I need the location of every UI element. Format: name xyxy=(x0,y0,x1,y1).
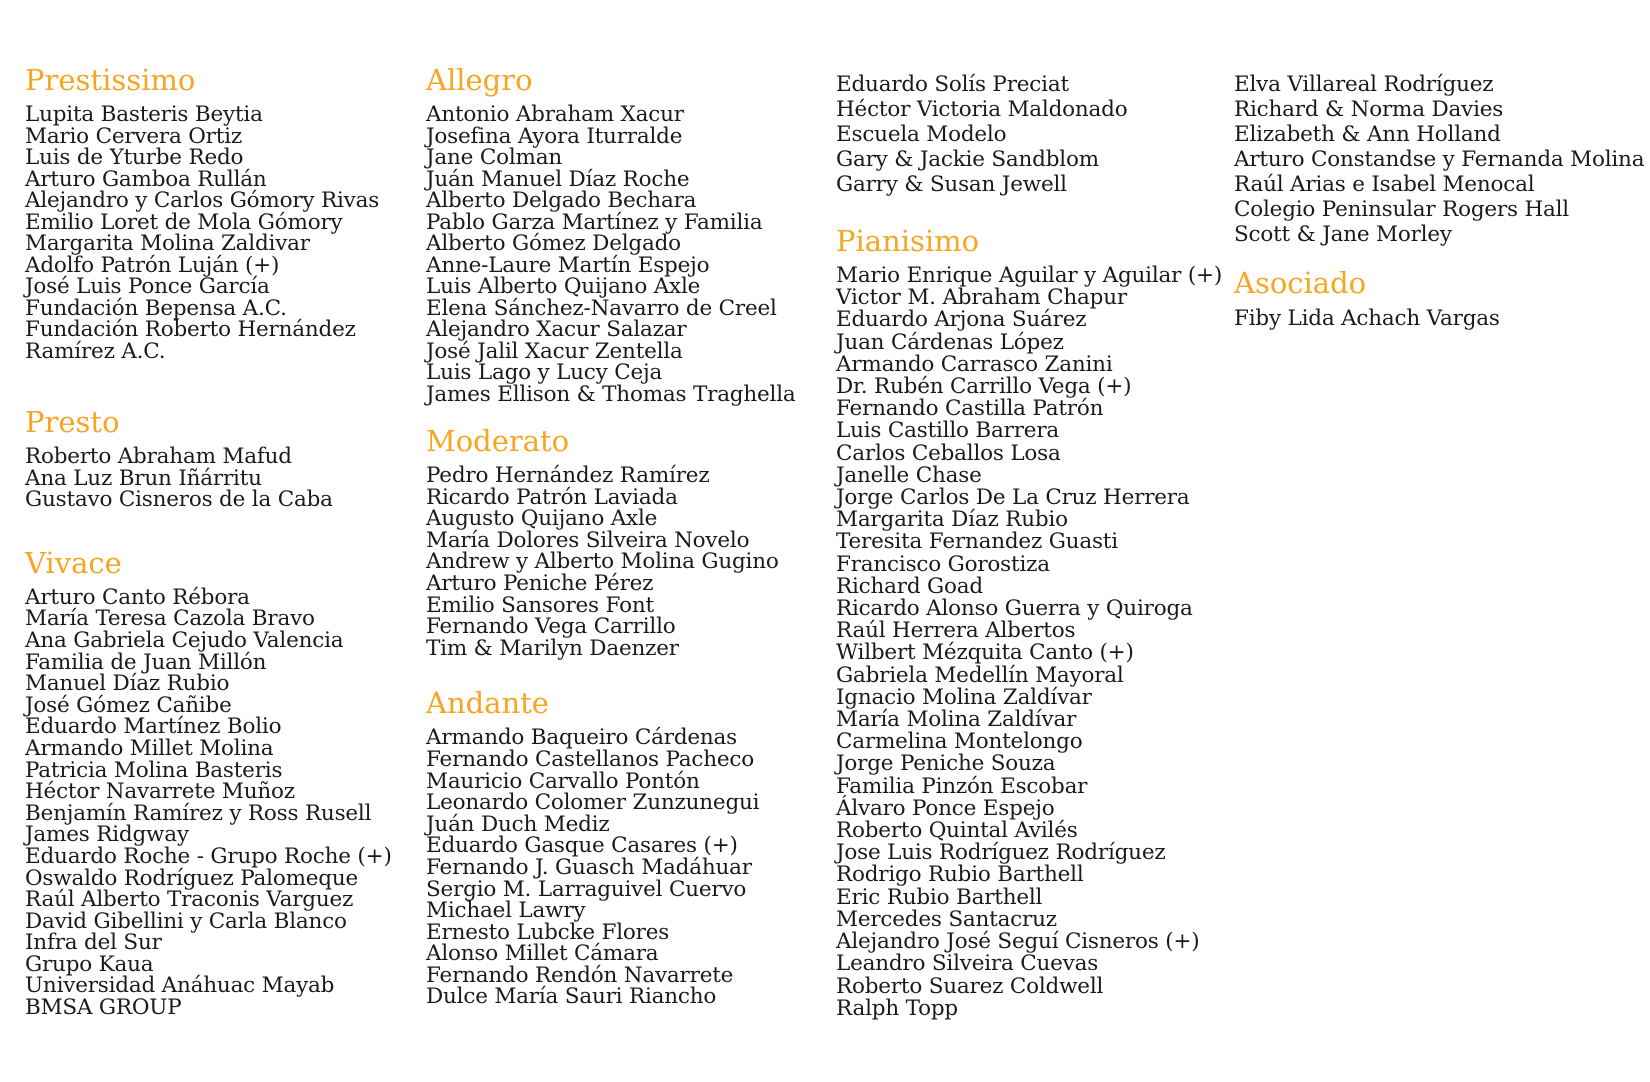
donor-name: Fernando J. Guasch Madáhuar xyxy=(426,854,752,880)
donor-name: Carlos Ceballos Losa xyxy=(836,440,1061,466)
donor-name: Mario Enrique Aguilar y Aguilar (+) xyxy=(836,263,1223,288)
donor-name: Jane Colman xyxy=(426,145,562,170)
names-vivace xyxy=(25,584,415,1021)
donor-name: Alejandro José Seguí Cisneros (+) xyxy=(836,929,1200,955)
donor-name: Roberto Quintal Avilés xyxy=(836,818,1078,844)
donor-name: Escuela Modelo xyxy=(836,122,1007,147)
heading-prestissimo: Prestissimo xyxy=(25,63,196,97)
names-moderato xyxy=(426,465,816,659)
donor-name: Manuel Díaz Rubio xyxy=(25,671,230,697)
donor-name: Leonardo Colomer Zunzunegui xyxy=(426,790,760,816)
donor-name: Francisco Gorostiza xyxy=(836,551,1050,577)
donor-name: Ricardo Patrón Laviada xyxy=(426,484,678,510)
names-presto xyxy=(25,446,415,511)
donor-name: Armando Carrasco Zanini xyxy=(836,351,1113,377)
donor-name: Andrew y Alberto Molina Gugino xyxy=(426,549,779,575)
heading-asociado: Asociado xyxy=(1234,266,1367,300)
donor-name: Alejandro Xacur Salazar xyxy=(426,317,687,342)
donor-name: Ralph Topp xyxy=(836,995,958,1021)
donor-column-3 xyxy=(836,72,1236,1020)
donor-name: Infra del Sur xyxy=(25,930,162,956)
donor-name: Anne-Laure Martín Espejo xyxy=(426,252,710,278)
section-andante xyxy=(426,685,816,1008)
donor-column-4 xyxy=(1234,72,1644,331)
donor-name: Juán Duch Mediz xyxy=(426,811,610,837)
donor-name: Mario Cervera Ortiz xyxy=(25,123,242,149)
names-andante xyxy=(426,727,816,1008)
donor-name: Janelle Chase xyxy=(836,462,982,488)
section-asociado xyxy=(1234,265,1644,331)
donor-name: Carmelina Montelongo xyxy=(836,729,1083,755)
donor-name: Luis Castillo Barrera xyxy=(836,418,1060,444)
donor-name: Sergio M. Larraguivel Cuervo xyxy=(426,876,747,902)
donor-name: Luis de Yturbe Redo xyxy=(25,145,244,170)
donor-name: Adolfo Patrón Luján (+) xyxy=(25,252,280,278)
donor-name: Victor M. Abraham Chapur xyxy=(836,285,1127,311)
donor-name: Colegio Peninsular Rogers Hall xyxy=(1234,197,1569,222)
donor-name: Fundación Bepensa A.C. xyxy=(25,295,287,321)
donor-name: Arturo Constandse y Fernanda Molina xyxy=(1234,147,1645,172)
names-continued-3 xyxy=(836,72,1236,197)
donor-name: Fundación Roberto Hernández xyxy=(25,317,356,342)
donor-name: Eric Rubio Barthell xyxy=(836,884,1043,910)
donor-name: Arturo Peniche Pérez xyxy=(426,570,654,596)
names-allegro xyxy=(426,104,816,405)
section-continued-3 xyxy=(836,72,1236,197)
donor-name: David Gibellini y Carla Blanco xyxy=(25,908,347,934)
donor-name: María Teresa Cazola Bravo xyxy=(25,606,315,632)
donor-name: Pedro Hernández Ramírez xyxy=(426,463,710,488)
section-presto xyxy=(25,404,415,511)
donor-name: Fernando Castellanos Pacheco xyxy=(426,746,755,772)
donor-name: Raúl Alberto Traconis Varguez xyxy=(25,887,354,913)
donor-name: María Molina Zaldívar xyxy=(836,707,1077,733)
donor-name: Patricia Molina Basteris xyxy=(25,757,283,783)
donor-name: Fernando Vega Carrillo xyxy=(426,614,676,640)
donor-name: Familia Pinzón Escobar xyxy=(836,773,1088,799)
donor-name: Margarita Díaz Rubio xyxy=(836,507,1068,533)
donor-name: James Ellison & Thomas Traghella xyxy=(426,381,796,407)
donor-name: Lupita Basteris Beytia xyxy=(25,102,263,127)
donor-name: Pablo Garza Martínez y Familia xyxy=(426,209,763,235)
donor-name: Elena Sánchez-Navarro de Creel xyxy=(426,295,777,321)
donor-name: Raúl Herrera Albertos xyxy=(836,618,1076,644)
heading-pianisimo: Pianisimo xyxy=(836,224,980,258)
donor-name: Arturo Canto Rébora xyxy=(25,584,250,610)
donor-name: Garry & Susan Jewell xyxy=(836,172,1067,197)
donor-name: Emilio Sansores Font xyxy=(426,592,654,618)
donor-name: Eduardo Roche - Grupo Roche (+) xyxy=(25,843,392,869)
donor-name: Mercedes Santacruz xyxy=(836,906,1057,932)
section-pianisimo xyxy=(836,223,1236,1020)
donor-name: Armando Baqueiro Cárdenas xyxy=(426,725,738,751)
donor-name: Universidad Anáhuac Mayab xyxy=(25,973,335,999)
section-allegro xyxy=(426,62,816,405)
names-pianisimo xyxy=(836,265,1236,1020)
donor-name: Alejandro y Carlos Gómory Rivas xyxy=(25,188,380,213)
donor-name: Raúl Arias e Isabel Menocal xyxy=(1234,172,1535,197)
heading-presto: Presto xyxy=(25,405,120,439)
donor-name: Jorge Peniche Souza xyxy=(836,751,1056,777)
donor-name: Jorge Carlos De La Cruz Herrera xyxy=(836,485,1190,511)
donor-name: Ernesto Lubcke Flores xyxy=(426,919,670,945)
heading-moderato: Moderato xyxy=(426,424,570,458)
donor-name: Fiby Lida Achach Vargas xyxy=(1234,306,1500,331)
heading-vivace: Vivace xyxy=(25,545,122,580)
donor-name: Elva Villareal Rodríguez xyxy=(1234,72,1494,97)
donor-name: Roberto Suarez Coldwell xyxy=(836,973,1104,999)
donor-name: Luis Alberto Quijano Axle xyxy=(426,274,701,299)
donor-name: Alberto Delgado Bechara xyxy=(426,188,697,213)
donor-name: Fernando Rendón Navarrete xyxy=(426,962,734,988)
donor-name: Alonso Millet Cámara xyxy=(426,941,659,967)
donor-name: Dulce María Sauri Riancho xyxy=(426,984,717,1010)
donor-name: Teresita Fernandez Guasti xyxy=(836,529,1118,555)
heading-andante: Andante xyxy=(426,686,549,721)
section-vivace xyxy=(25,545,415,1019)
donor-name: Arturo Gamboa Rullán xyxy=(25,166,267,192)
donor-name: Benjamín Ramírez y Ross Rusell xyxy=(25,800,372,826)
donor-name: Juán Manuel Díaz Roche xyxy=(426,166,690,192)
donor-name: Mauricio Carvallo Pontón xyxy=(426,768,700,794)
donor-name: Juan Cárdenas López xyxy=(836,329,1064,355)
donor-name: Roberto Abraham Mafud xyxy=(25,444,292,469)
donor-name: Eduardo Arjona Suárez xyxy=(836,307,1087,333)
donor-name: Richard Goad xyxy=(836,573,983,599)
donor-name: Familia de Juan Millón xyxy=(25,649,267,675)
donor-name: Alberto Gómez Delgado xyxy=(426,231,681,256)
names-continued-4 xyxy=(1234,72,1644,247)
donor-name: Héctor Victoria Maldonado xyxy=(836,97,1128,122)
donor-name: Eduardo Gasque Casares (+) xyxy=(426,833,738,859)
names-prestissimo xyxy=(25,104,415,362)
donor-name: Grupo Kaua xyxy=(25,951,154,977)
donor-name: Margarita Molina Zaldivar xyxy=(25,231,310,256)
donor-column-2 xyxy=(426,62,816,1008)
donor-name: Eduardo Martínez Bolio xyxy=(25,714,282,740)
donor-name: BMSA GROUP xyxy=(25,995,182,1021)
section-prestissimo xyxy=(25,62,415,362)
donor-name: Luis Lago y Lucy Ceja xyxy=(426,360,663,385)
donor-name: Wilbert Mézquita Canto (+) xyxy=(836,640,1134,666)
donor-name: Ignacio Molina Zaldívar xyxy=(836,684,1092,710)
donor-name: Eduardo Solís Preciat xyxy=(836,72,1069,97)
donor-name: Tim & Marilyn Daenzer xyxy=(426,635,679,661)
donor-name: Gustavo Cisneros de la Caba xyxy=(25,487,333,513)
donor-name: Dr. Rubén Carrillo Vega (+) xyxy=(836,374,1132,400)
donor-name: Oswaldo Rodríguez Palomeque xyxy=(25,865,359,891)
donor-name: Elizabeth & Ann Holland xyxy=(1234,122,1501,147)
section-moderato xyxy=(426,423,816,659)
donor-name: Scott & Jane Morley xyxy=(1234,222,1452,247)
donor-name: Ana Gabriela Cejudo Valencia xyxy=(25,627,344,653)
donor-name: Álvaro Ponce Espejo xyxy=(836,795,1055,821)
donor-name: Michael Lawry xyxy=(426,898,586,924)
donor-name: James Ridgway xyxy=(25,822,189,848)
donor-name: Gabriela Medellín Mayoral xyxy=(836,662,1124,688)
donor-name: José Gómez Cañibe xyxy=(25,692,232,718)
donor-name: Rodrigo Rubio Barthell xyxy=(836,862,1084,888)
donor-name: José Luis Ponce García xyxy=(25,274,270,299)
donor-name: Ana Luz Brun Iñárritu xyxy=(25,465,262,491)
donor-name: José Jalil Xacur Zentella xyxy=(426,338,683,364)
donor-name: Ricardo Alonso Guerra y Quiroga xyxy=(836,596,1193,622)
donor-name: Antonio Abraham Xacur xyxy=(426,102,684,127)
donor-name: Leandro Silveira Cuevas xyxy=(836,951,1099,977)
donor-name: Héctor Navarrete Muñoz xyxy=(25,779,295,805)
donor-name: Ramírez A.C. xyxy=(25,338,166,364)
donor-name: Fernando Castilla Patrón xyxy=(836,396,1104,422)
donor-name: Emilio Loret de Mola Gómory xyxy=(25,209,343,235)
donor-name: Augusto Quijano Axle xyxy=(426,506,658,532)
donor-name: Armando Millet Molina xyxy=(25,735,274,761)
heading-allegro: Allegro xyxy=(426,63,533,97)
donor-column-1 xyxy=(25,62,415,1019)
names-asociado xyxy=(1234,307,1644,331)
donor-name: Jose Luis Rodríguez Rodríguez xyxy=(836,840,1166,866)
donor-name: María Dolores Silveira Novelo xyxy=(426,527,750,553)
donor-name: Gary & Jackie Sandblom xyxy=(836,147,1099,172)
donor-name: Richard & Norma Davies xyxy=(1234,97,1504,122)
donor-name: Josefina Ayora Iturralde xyxy=(426,123,683,149)
section-continued-4 xyxy=(1234,72,1644,247)
